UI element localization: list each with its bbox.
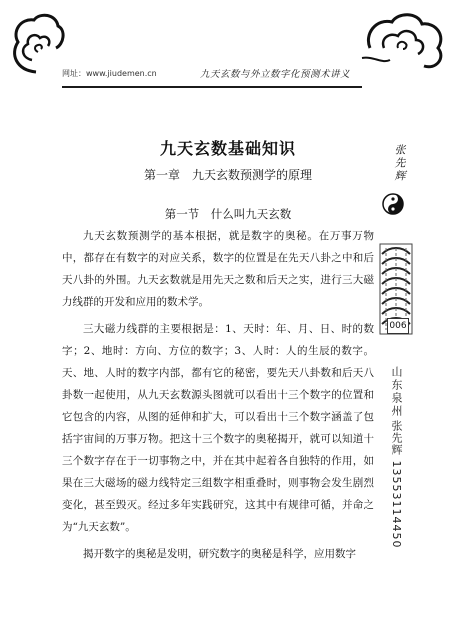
contact-text: 张先辉 13553114450 — [390, 420, 403, 549]
location-text: 山东泉州 — [390, 366, 403, 418]
website-url: 网址：www.jiudemen.cn — [62, 69, 157, 78]
cloud-ornament-right-icon — [360, 8, 450, 78]
section-heading: 第一节 什么叫九天玄数 — [164, 207, 292, 221]
series-title: 九天玄数与外立数字化预测术讲义 — [200, 69, 351, 80]
chapter-heading: 第一章 九天玄数预测学的原理 — [143, 168, 312, 182]
body-text — [62, 225, 374, 565]
author-signature: 张先辉 — [393, 144, 406, 183]
paragraph: 九天玄数预测学的基本根据，就是数字的奥秘。在万事万物中，都存在有数字的对应关系，数字的位置是在先天八卦之中和后天八卦的外围。九天玄数就是用先天之数和后天之实，进行三大磁力线群的开发和应用的数术学。 — [62, 230, 374, 308]
page-number: 006 — [387, 318, 409, 334]
page-header — [62, 66, 362, 84]
paragraph: 三大磁力线群的主要根据是：1、天时：年、月、日、时的数字；2、地时：方向、方位的数字；3、人时：人的生辰的数字。天、地、人时的数字内部，都有它的秘密，要先天八卦数和后天八卦数一起使用，从九天玄数源头图就可以看出十三个数字的位置和它包含的内容，从图的延伸和扩大，可以看出十三个数字涵盖了包括宇宙间的万事万物。把这十三个数字的奥秘揭开，就可以知道十三个数字存在于一切事物之中，并在其中起着各自独特的作用，如果在三大磁场的磁力线特定三组数字相重叠时，则事物会发生剧烈变化，甚至毁灭。经过多年实践研究，这其中有规律可循，并命之为“九天玄数”。 — [62, 323, 374, 533]
page-title: 九天玄数基础知识 — [159, 139, 296, 158]
cloud-ornament-left-icon — [6, 10, 66, 80]
header-divider — [62, 86, 362, 88]
yin-yang-icon — [381, 192, 405, 216]
paragraph: 揭开数字的奥秘是发明，研究数字的奥秘是科学，应用数字 — [83, 548, 356, 560]
